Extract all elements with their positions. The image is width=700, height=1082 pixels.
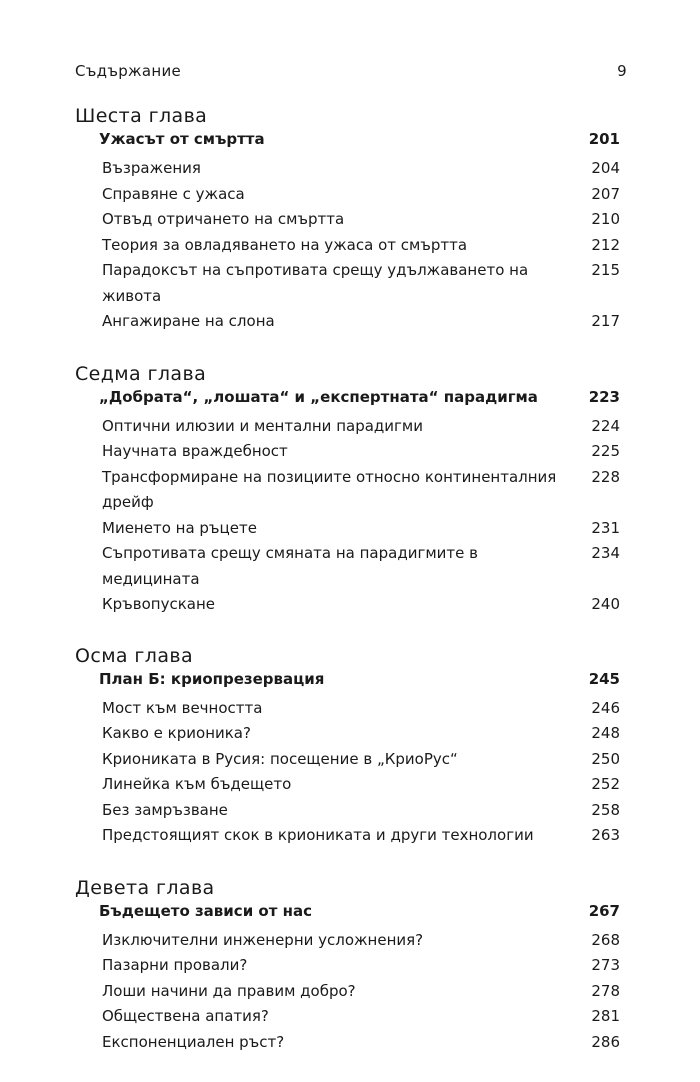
toc-entry-label: Пазарни провали? [102, 956, 248, 974]
toc-entry-page: 231 [591, 518, 620, 537]
toc-entry-page: 210 [591, 210, 620, 228]
toc-entry-label: Ужасът от смъртта [99, 130, 265, 148]
toc-entry-label: Ангажиране на слона [102, 312, 275, 330]
toc-entry[interactable] [75, 979, 620, 1005]
toc-entry-page: 258 [591, 800, 620, 819]
toc-entry-label: Лоши начини да правим добро? [102, 981, 356, 1000]
toc-entry-page: 278 [591, 981, 620, 1000]
toc-entry-page: 234 [591, 544, 620, 562]
toc-entry[interactable] [75, 182, 620, 208]
toc-entry-label: Научната враждебност [102, 442, 288, 460]
toc-entry[interactable] [75, 414, 620, 440]
toc-entry[interactable] [75, 258, 620, 309]
toc-entry[interactable] [75, 1004, 620, 1030]
toc-entry-page: 263 [591, 826, 620, 844]
toc-entry-page: 204 [591, 159, 620, 177]
chapter-title: Седма глава [75, 362, 207, 385]
toc-entry-page: 281 [591, 1007, 620, 1025]
chapter-8 [75, 644, 620, 849]
toc-entry-page: 217 [591, 312, 620, 330]
toc-entry[interactable] [75, 465, 620, 516]
toc-entry[interactable] [75, 953, 620, 979]
toc-entry-label: Мост към вечността [102, 698, 263, 717]
toc-entry-label: Предстоящият скок в криониката и други технологии [102, 826, 534, 844]
toc-entry[interactable] [75, 207, 620, 233]
toc-entry[interactable] [75, 747, 620, 773]
toc-entry-label: Експоненциален ръст? [102, 1032, 285, 1051]
toc-entry-page: 207 [591, 184, 620, 203]
table-of-contents [75, 104, 620, 1082]
toc-entry-label: Изключителни инженерни усложнения? [102, 930, 424, 949]
toc-entry-page: 267 [588, 901, 620, 920]
toc-entry[interactable] [75, 928, 620, 954]
toc-entry-page: 245 [588, 669, 620, 688]
chapter-6 [75, 104, 620, 335]
toc-entry-label: Теория за овладяването на ужаса от смъртта [102, 235, 468, 254]
toc-entry[interactable] [75, 439, 620, 465]
chapter-title: Шеста глава [75, 105, 208, 127]
toc-entry-label: Съпротивата срещу смяната на парадигмите в медицината [102, 544, 478, 588]
toc-entry-label: Оптични илюзии и ментални парадигми [102, 416, 423, 435]
chapter-title: Девета глава [75, 876, 215, 899]
toc-entry-label: Криониката в Русия: посещение в „КриоРус“ [102, 749, 458, 768]
toc-entry-label: Парадоксът на съпротивата срещу удължаването на живота [102, 261, 529, 305]
running-head-title: Съдържание [75, 62, 182, 80]
running-head [75, 62, 627, 80]
toc-entry-page: 212 [591, 235, 620, 254]
toc-entry-label: Миенето на ръцете [102, 518, 257, 537]
toc-entry[interactable] [75, 541, 620, 592]
toc-entry-label: Трансформиране на позициите относно континенталния дрейф [102, 467, 557, 511]
toc-entry-label: Какво е крионика? [102, 724, 251, 742]
chapter-9 [75, 876, 620, 1056]
toc-entry[interactable] [75, 233, 620, 259]
toc-entry[interactable] [75, 823, 620, 849]
toc-entry-label: План Б: криопрезервация [99, 669, 325, 688]
toc-entry-page: 286 [591, 1032, 620, 1051]
toc-entry-page: 240 [591, 595, 620, 613]
toc-entry-label: Без замръзване [102, 800, 228, 819]
toc-entry[interactable] [75, 156, 620, 182]
toc-entry[interactable] [75, 798, 620, 824]
toc-entry-page: 215 [591, 261, 620, 279]
chapter-title: Осма глава [75, 644, 194, 667]
toc-entry-page: 246 [591, 698, 620, 717]
toc-entry-label: Обществена апатия? [102, 1007, 269, 1025]
toc-chapter-main-entry[interactable] [75, 386, 620, 408]
toc-entry[interactable] [75, 516, 620, 542]
chapter-7 [75, 362, 620, 618]
toc-entry[interactable] [75, 772, 620, 798]
toc-chapter-main-entry[interactable] [75, 900, 620, 922]
toc-entry-page: 223 [588, 387, 620, 406]
toc-entry-page: 250 [591, 749, 620, 768]
toc-entry-label: Линейка към бъдещето [102, 775, 292, 793]
toc-entry-page: 268 [591, 930, 620, 949]
toc-entry-page: 224 [591, 416, 620, 435]
toc-entry-label: „Добрата“, „лошата“ и „експертната“ парадигма [99, 387, 538, 406]
toc-entry-page: 201 [588, 130, 620, 148]
toc-chapter-main-entry[interactable] [75, 128, 620, 150]
toc-entry[interactable] [75, 696, 620, 722]
toc-chapter-main-entry[interactable] [75, 668, 620, 690]
toc-entry-label: Кръвопускане [102, 595, 216, 613]
toc-entry-page: 248 [591, 724, 620, 742]
toc-entry-page: 225 [591, 442, 620, 460]
toc-entry-label: Бъдещето зависи от нас [99, 901, 313, 920]
toc-entry[interactable] [75, 721, 620, 747]
toc-entry-page: 252 [591, 775, 620, 793]
toc-entry-label: Справяне с ужаса [102, 184, 245, 203]
toc-entry-label: Възражения [102, 159, 201, 177]
toc-entry[interactable] [75, 1030, 620, 1056]
page-number: 9 [617, 62, 627, 80]
toc-entry[interactable] [75, 592, 620, 618]
toc-entry-page: 228 [591, 467, 620, 486]
toc-entry[interactable] [75, 309, 620, 335]
toc-entry-page: 273 [591, 956, 620, 974]
toc-entry-label: Отвъд отричането на смъртта [102, 210, 345, 228]
